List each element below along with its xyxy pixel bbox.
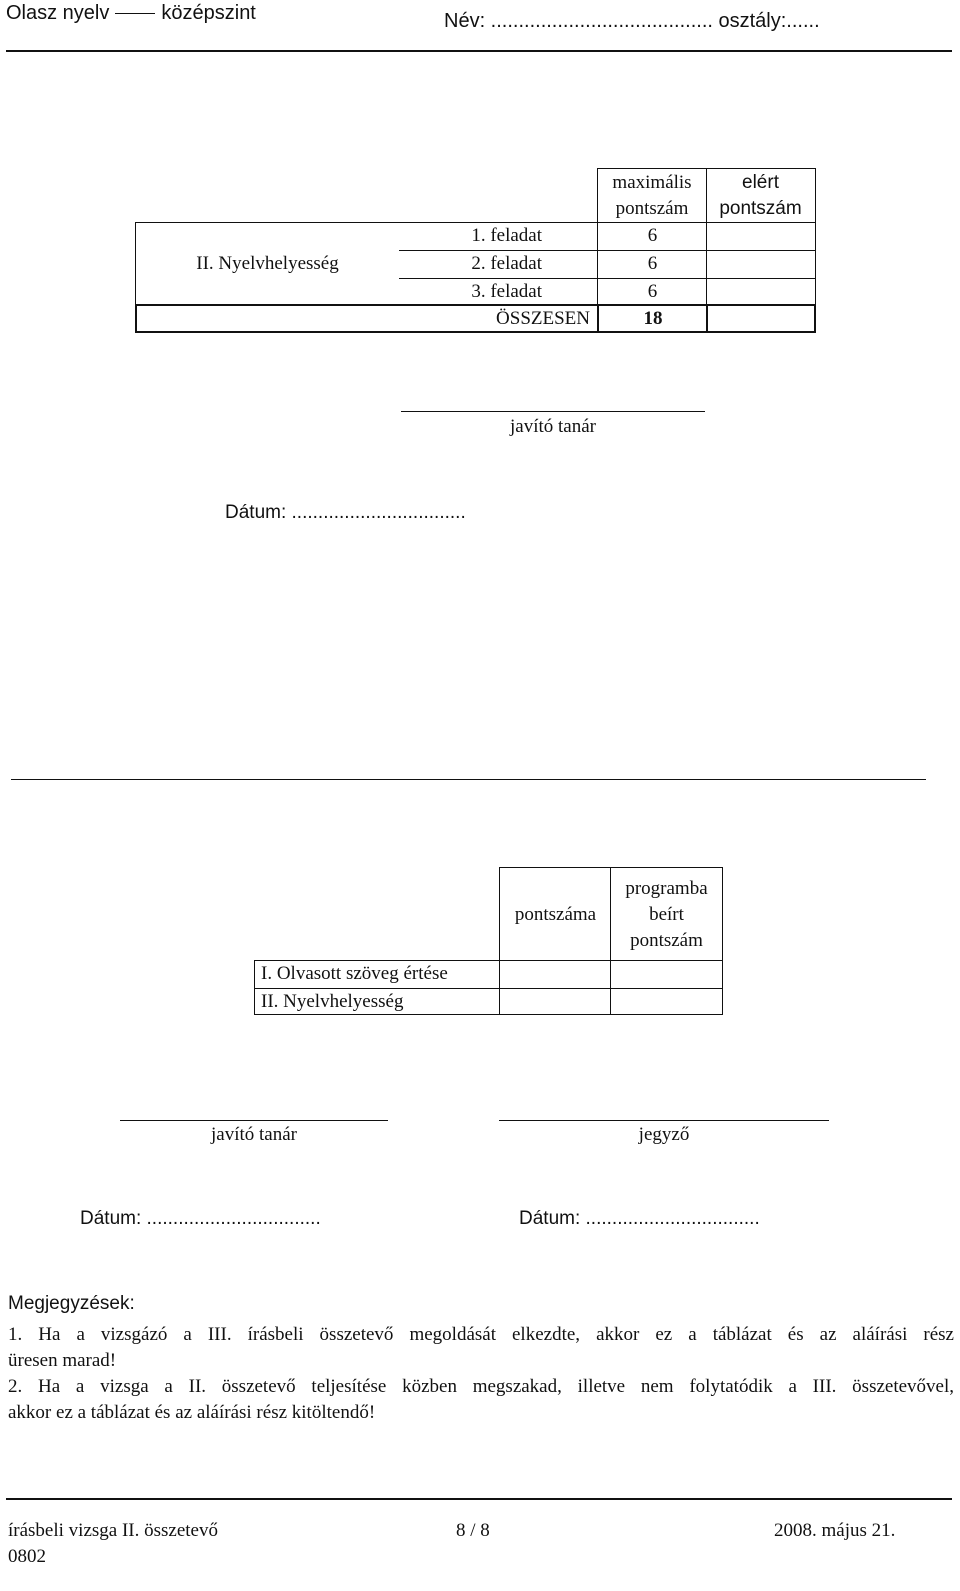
section-separator xyxy=(11,779,926,780)
program-row-entered[interactable] xyxy=(610,960,723,988)
date-field-teacher[interactable]: Dátum: ................................. xyxy=(80,1208,321,1229)
task-row-achieved[interactable] xyxy=(706,222,816,250)
signature-role-teacher: javító tanár xyxy=(211,1124,297,1145)
program-row-points[interactable] xyxy=(499,960,611,988)
col-header-achieved-line2: pontszám xyxy=(719,198,802,219)
footer-exam-part: írásbeli vizsga II. összetevő xyxy=(8,1520,218,1541)
task-row-achieved[interactable] xyxy=(706,250,816,278)
signature-line-notary xyxy=(499,1120,829,1121)
col-header-max-line2: pontszám xyxy=(615,198,689,219)
footer-rule xyxy=(6,1498,952,1500)
header-rule xyxy=(6,50,952,52)
date-field-notary[interactable]: Dátum: ................................. xyxy=(519,1208,760,1229)
note-item-1-line1: 1. Ha a vizsgázó a III. írásbeli összetevő megoldását elkezdte, akkor ez a táblázat és az aláírási rész xyxy=(8,1324,954,1345)
total-max: 18 xyxy=(597,305,707,333)
program-row-label: II. Nyelvhelyesség xyxy=(254,988,500,1015)
col-header-program-line2: beírt xyxy=(649,904,684,925)
task-row-achieved[interactable] xyxy=(706,278,816,305)
col-header-achieved-line1: elért xyxy=(742,172,779,193)
col-header-achieved xyxy=(706,168,816,222)
total-label: ÖSSZESEN xyxy=(135,305,598,333)
signature-line-teacher xyxy=(120,1120,388,1121)
col-header-program-line1: programba xyxy=(625,878,708,899)
footer-page-number: 8 / 8 xyxy=(456,1520,490,1541)
col-header-points: pontszáma xyxy=(499,867,611,960)
note-item-2-line2: akkor ez a táblázat és az aláírási rész kitöltendő! xyxy=(8,1402,376,1423)
task-row-max: 6 xyxy=(597,250,707,278)
program-row-entered[interactable] xyxy=(610,988,723,1015)
col-header-max xyxy=(597,168,707,222)
col-header-program-line3: pontszám xyxy=(630,930,703,951)
col-header-program xyxy=(610,867,723,960)
col-header-max-line1: maximális xyxy=(612,172,692,193)
note-item-2-line1: 2. Ha a vizsga a II. összetevő teljesítése közben megszakad, illetve nem folytatódik a III. összetevővel, xyxy=(8,1376,954,1397)
signature-role-notary: jegyző xyxy=(638,1124,690,1145)
task-row-max: 6 xyxy=(597,222,707,250)
program-row-points[interactable] xyxy=(499,988,611,1015)
signature-role-teacher: javító tanár xyxy=(510,416,596,437)
section-label: II. Nyelvhelyesség xyxy=(135,222,399,304)
date-field[interactable]: Dátum: ................................. xyxy=(225,502,466,523)
notes-title: Megjegyzések: xyxy=(8,1293,135,1314)
header-name-class: Név: ........................................ osztály:...... xyxy=(444,10,820,32)
task-row-max: 6 xyxy=(597,278,707,305)
header-subject-language: Olasz nyelv xyxy=(6,2,110,24)
signature-line-teacher xyxy=(401,411,705,412)
header-dash xyxy=(115,13,155,14)
footer-code: 0802 xyxy=(8,1546,46,1567)
task-row-label: 3. feladat xyxy=(399,278,598,305)
notes-list xyxy=(8,1322,954,1426)
footer-date: 2008. május 21. xyxy=(774,1520,896,1541)
header-subject-level: középszint xyxy=(161,2,256,24)
task-row-label: 2. feladat xyxy=(399,250,598,278)
header-subject xyxy=(6,2,256,25)
task-row-label: 1. feladat xyxy=(399,222,598,250)
program-row-label: I. Olvasott szöveg értése xyxy=(254,960,500,988)
total-achieved[interactable] xyxy=(706,305,816,333)
note-item-1-line2: üresen marad! xyxy=(8,1350,117,1371)
